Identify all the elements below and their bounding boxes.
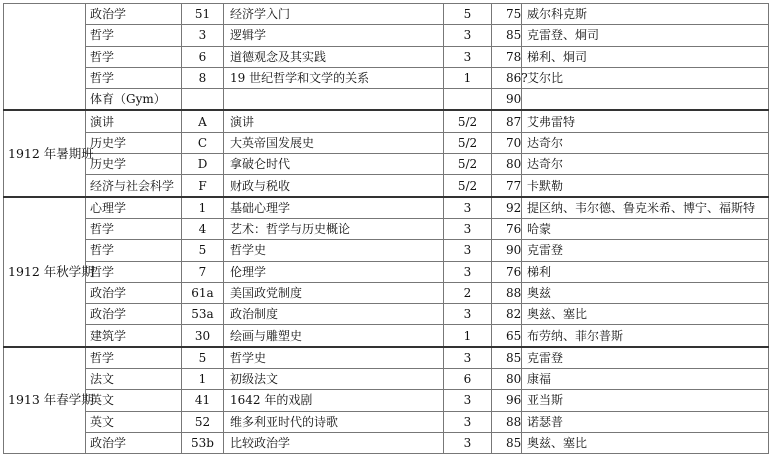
course-number-cell: 5 [182, 240, 224, 261]
course-number-cell: A [182, 110, 224, 132]
course-number-cell: 3 [182, 25, 224, 46]
credit-hours-cell: 3 [444, 240, 492, 261]
grade-cell: 90 [492, 89, 522, 111]
department-cell: 演讲 [86, 110, 182, 132]
course-number-cell: 53a [182, 304, 224, 325]
instructor-cell: 达奇尔 [522, 154, 769, 175]
instructor-cell: 梯利、炯司 [522, 46, 769, 67]
table-row [4, 89, 769, 111]
instructor-cell: 提区纳、韦尔德、鲁克米希、博宁、福斯特 [522, 197, 769, 219]
instructor-cell: 奥兹 [522, 282, 769, 303]
grade-cell: 80 [492, 369, 522, 390]
department-cell: 哲学 [86, 347, 182, 369]
course-title-cell: 演讲 [224, 110, 444, 132]
course-title-cell: 1642 年的戏剧 [224, 390, 444, 411]
course-title-cell: 逻辑学 [224, 25, 444, 46]
table-row [4, 25, 769, 46]
grade-cell: 75 [492, 4, 522, 25]
credit-hours-cell: 3 [444, 304, 492, 325]
grade-cell: 88 [492, 282, 522, 303]
credit-hours-cell: 3 [444, 197, 492, 219]
course-title-cell: 美国政党制度 [224, 282, 444, 303]
grade-cell: 82 [492, 304, 522, 325]
credit-hours-cell: 5/2 [444, 154, 492, 175]
course-title-cell: 拿破仑时代 [224, 154, 444, 175]
department-cell: 历史学 [86, 132, 182, 153]
course-number-cell: 1 [182, 369, 224, 390]
table-row [4, 261, 769, 282]
course-title-cell: 道德观念及其实践 [224, 46, 444, 67]
instructor-cell: 梯利 [522, 261, 769, 282]
table-row [4, 432, 769, 453]
grade-cell: 85 [492, 432, 522, 453]
table-row [4, 240, 769, 261]
department-cell: 哲学 [86, 218, 182, 239]
course-title-cell: 财政与税收 [224, 175, 444, 197]
department-cell: 哲学 [86, 240, 182, 261]
term-label: 1913 年春学期 [4, 347, 86, 454]
department-cell: 政治学 [86, 432, 182, 453]
course-number-cell: 1 [182, 197, 224, 219]
instructor-cell: 亚当斯 [522, 390, 769, 411]
credit-hours-cell [444, 89, 492, 111]
grade-cell: 88 [492, 411, 522, 432]
department-cell: 法文 [86, 369, 182, 390]
course-title-cell: 绘画与雕塑史 [224, 325, 444, 347]
grade-cell: 78 [492, 46, 522, 67]
department-cell: 哲学 [86, 67, 182, 88]
credit-hours-cell: 1 [444, 325, 492, 347]
grade-cell: 86? [492, 67, 522, 88]
table-row [4, 325, 769, 347]
credit-hours-cell: 5/2 [444, 175, 492, 197]
credit-hours-cell: 3 [444, 390, 492, 411]
department-cell: 体育（Gym） [86, 89, 182, 111]
department-cell: 哲学 [86, 46, 182, 67]
table-row [4, 46, 769, 67]
table-row [4, 154, 769, 175]
department-cell: 建筑学 [86, 325, 182, 347]
course-title-cell: 大英帝国发展史 [224, 132, 444, 153]
course-number-cell [182, 89, 224, 111]
table-row [4, 175, 769, 197]
course-number-cell: 6 [182, 46, 224, 67]
course-number-cell: 5 [182, 347, 224, 369]
course-title-cell: 经济学入门 [224, 4, 444, 25]
course-number-cell: 4 [182, 218, 224, 239]
instructor-cell: 威尔科克斯 [522, 4, 769, 25]
department-cell: 哲学 [86, 261, 182, 282]
course-title-cell: 艺术：哲学与历史概论 [224, 218, 444, 239]
grade-cell: 85 [492, 347, 522, 369]
credit-hours-cell: 5 [444, 4, 492, 25]
course-table [3, 3, 769, 454]
instructor-cell: 哈蒙 [522, 218, 769, 239]
department-cell: 心理学 [86, 197, 182, 219]
instructor-cell [522, 89, 769, 111]
department-cell: 政治学 [86, 304, 182, 325]
table-row [4, 197, 769, 219]
course-number-cell: 30 [182, 325, 224, 347]
table-row [4, 390, 769, 411]
course-title-cell: 基础心理学 [224, 197, 444, 219]
grade-cell: 90 [492, 240, 522, 261]
course-title-cell [224, 89, 444, 111]
term-label [4, 4, 86, 111]
instructor-cell: 艾尔比 [522, 67, 769, 88]
department-cell: 经济与社会科学 [86, 175, 182, 197]
credit-hours-cell: 3 [444, 218, 492, 239]
table-row [4, 67, 769, 88]
course-number-cell: 51 [182, 4, 224, 25]
course-title-cell: 哲学史 [224, 240, 444, 261]
course-number-cell: 52 [182, 411, 224, 432]
table-row [4, 132, 769, 153]
grade-cell: 76 [492, 261, 522, 282]
credit-hours-cell: 1 [444, 67, 492, 88]
course-number-cell: C [182, 132, 224, 153]
grade-cell: 77 [492, 175, 522, 197]
credit-hours-cell: 3 [444, 46, 492, 67]
table-row [4, 347, 769, 369]
table-row [4, 218, 769, 239]
credit-hours-cell: 3 [444, 25, 492, 46]
credit-hours-cell: 2 [444, 282, 492, 303]
instructor-cell: 奥兹、塞比 [522, 304, 769, 325]
term-label: 1912 年暑期班 [4, 110, 86, 196]
course-title-cell: 19 世纪哲学和文学的关系 [224, 67, 444, 88]
table-row [4, 304, 769, 325]
table-row [4, 110, 769, 132]
department-cell: 政治学 [86, 282, 182, 303]
credit-hours-cell: 5/2 [444, 132, 492, 153]
instructor-cell: 布劳纳、菲尔普斯 [522, 325, 769, 347]
department-cell: 英文 [86, 411, 182, 432]
course-number-cell: 7 [182, 261, 224, 282]
table-row [4, 282, 769, 303]
credit-hours-cell: 3 [444, 347, 492, 369]
instructor-cell: 克雷登 [522, 347, 769, 369]
term-label: 1912 年秋学期 [4, 197, 86, 347]
table-row [4, 411, 769, 432]
instructor-cell: 达奇尔 [522, 132, 769, 153]
course-title-cell: 维多利亚时代的诗歌 [224, 411, 444, 432]
instructor-cell: 艾弗雷特 [522, 110, 769, 132]
department-cell: 政治学 [86, 4, 182, 25]
credit-hours-cell: 3 [444, 261, 492, 282]
course-title-cell: 比较政治学 [224, 432, 444, 453]
grade-cell: 65 [492, 325, 522, 347]
course-title-cell: 伦理学 [224, 261, 444, 282]
instructor-cell: 康福 [522, 369, 769, 390]
grade-cell: 85 [492, 25, 522, 46]
grade-cell: 96 [492, 390, 522, 411]
course-number-cell: F [182, 175, 224, 197]
course-title-cell: 初级法文 [224, 369, 444, 390]
instructor-cell: 卡默勒 [522, 175, 769, 197]
course-number-cell: 61a [182, 282, 224, 303]
course-title-cell: 哲学史 [224, 347, 444, 369]
course-number-cell: 41 [182, 390, 224, 411]
instructor-cell: 克雷登、炯司 [522, 25, 769, 46]
grade-cell: 80 [492, 154, 522, 175]
table-body [4, 4, 769, 454]
grade-cell: 92 [492, 197, 522, 219]
instructor-cell: 克雷登 [522, 240, 769, 261]
department-cell: 历史学 [86, 154, 182, 175]
course-number-cell: D [182, 154, 224, 175]
course-number-cell: 8 [182, 67, 224, 88]
department-cell: 哲学 [86, 25, 182, 46]
instructor-cell: 诺瑟普 [522, 411, 769, 432]
grade-cell: 70 [492, 132, 522, 153]
credit-hours-cell: 6 [444, 369, 492, 390]
department-cell: 英文 [86, 390, 182, 411]
course-number-cell: 53b [182, 432, 224, 453]
instructor-cell: 奥兹、塞比 [522, 432, 769, 453]
credit-hours-cell: 3 [444, 432, 492, 453]
table-row [4, 4, 769, 25]
course-title-cell: 政治制度 [224, 304, 444, 325]
grade-cell: 76 [492, 218, 522, 239]
table-row [4, 369, 769, 390]
grade-cell: 87 [492, 110, 522, 132]
credit-hours-cell: 3 [444, 411, 492, 432]
credit-hours-cell: 5/2 [444, 110, 492, 132]
